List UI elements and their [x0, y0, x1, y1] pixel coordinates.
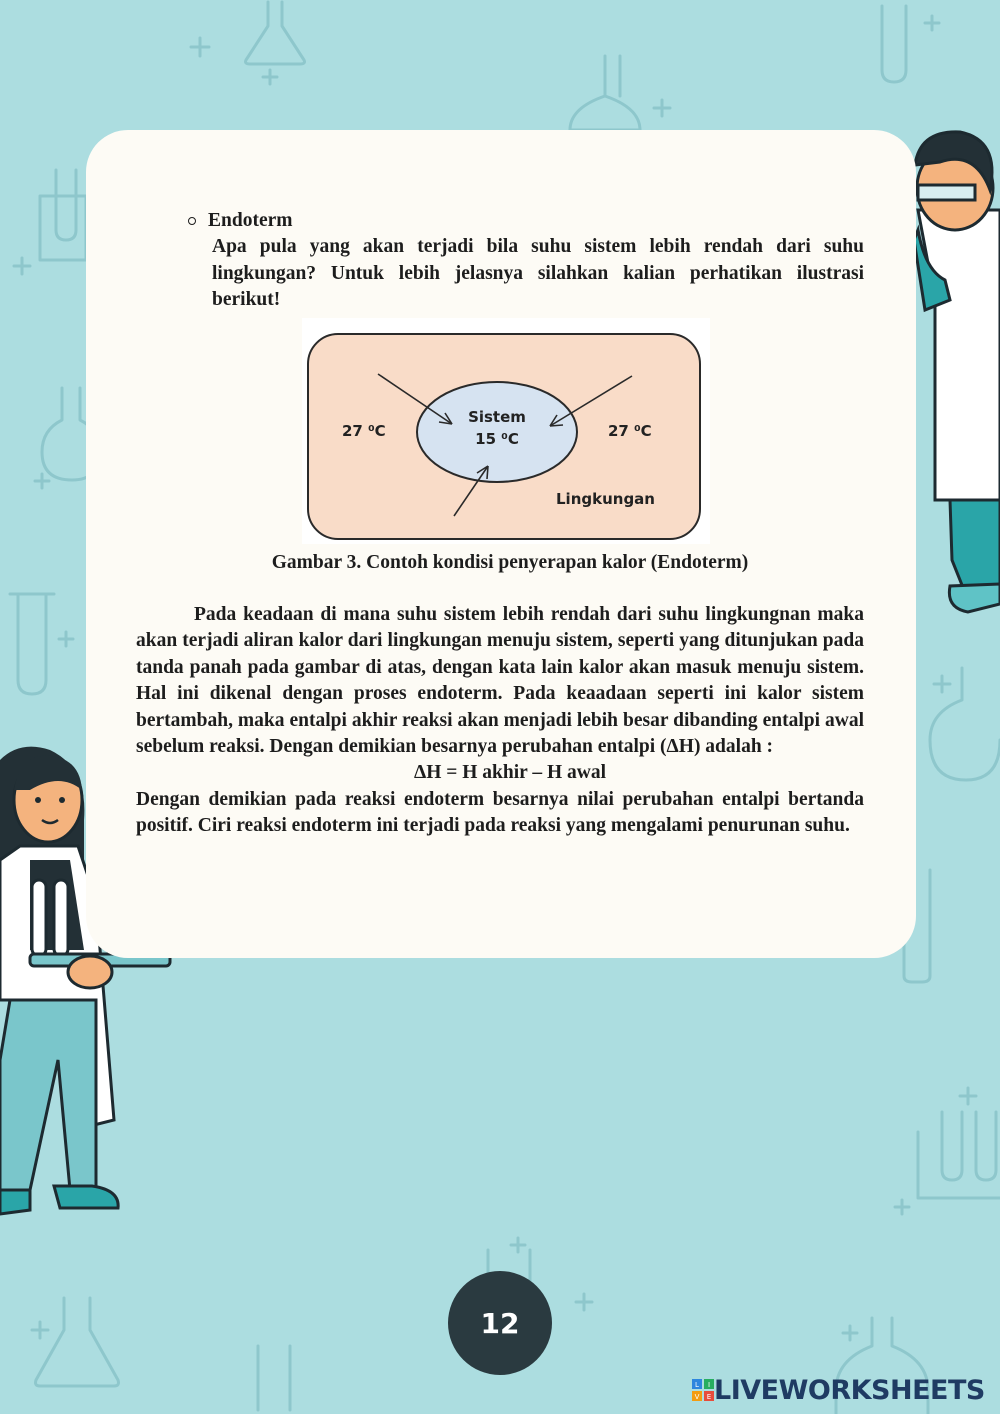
svg-text:I: I	[707, 1381, 711, 1389]
test-tube-rack-icon	[40, 170, 86, 260]
section-heading	[188, 208, 864, 234]
section-intro: Apa pula yang akan terjadi bila suhu sistem lebih rendah dari suhu lingkungan? Untuk lebih jelasnya silahkan kalian perhatikan ilustrasi berikut!	[212, 236, 864, 311]
enthalpy-formula: ΔH = H akhir – H awal	[413, 762, 606, 784]
environment-label: Lingkungan	[556, 489, 655, 508]
conclusion-paragraph: Dengan demikian pada reaksi endoterm besarnya nilai perubahan entalpi bertanda positif. Ciri reaksi endoterm ini terjadi pada reaksi yang mengalami penurunan suhu.	[136, 788, 864, 837]
left-temperature: 27 ⁰C	[342, 421, 386, 440]
svg-text:L: L	[695, 1381, 699, 1389]
endotherm-figure	[302, 318, 710, 544]
test-tube-icon	[882, 6, 906, 82]
page-number: 12	[480, 1306, 520, 1340]
bullet-icon	[188, 217, 196, 225]
right-temperature: 27 ⁰C	[608, 421, 652, 440]
liveworksheets-brand	[692, 1374, 985, 1406]
svg-text:V: V	[694, 1393, 700, 1401]
svg-text:E: E	[706, 1393, 712, 1401]
liveworksheets-logo-icon	[692, 1379, 714, 1401]
section-title: Endoterm	[208, 210, 293, 231]
brand-name: LIVEWORKSHEETS	[714, 1374, 985, 1406]
test-tube-icon	[10, 594, 54, 694]
page-number-badge	[448, 1271, 552, 1375]
figure-caption: Gambar 3. Contoh kondisi penyerapan kalor (Endoterm)	[271, 551, 749, 573]
body-paragraph: Pada keadaan di mana suhu sistem lebih rendah dari suhu lingkungnan maka akan terjadi aliran kalor dari lingkungan menuju sistem, seperti yang ditunjukan pada tanda panah pada gambar di atas, dengan kata lain kalor akan masuk menuju sistem. Hal ini dikenal dengan proses endoterm. Pada keaadaan seperti ini kalor sistem bertambah, maka entalpi akhir reaksi akan menjadi lebih besar dibanding entalpi awal sebelum reaksi. Dengan demikian besarnya perubahan entalpi (ΔH) adalah :	[136, 604, 864, 758]
test-tube-rack-icon	[918, 1112, 1000, 1198]
round-flask-icon	[570, 56, 640, 130]
flask-icon	[36, 1298, 119, 1386]
system-temperature: 15 ⁰C	[475, 429, 519, 448]
page-content	[136, 208, 864, 840]
system-label: Sistem	[468, 407, 526, 426]
flask-icon	[246, 2, 305, 64]
scientist-man-illustration	[914, 132, 1000, 612]
